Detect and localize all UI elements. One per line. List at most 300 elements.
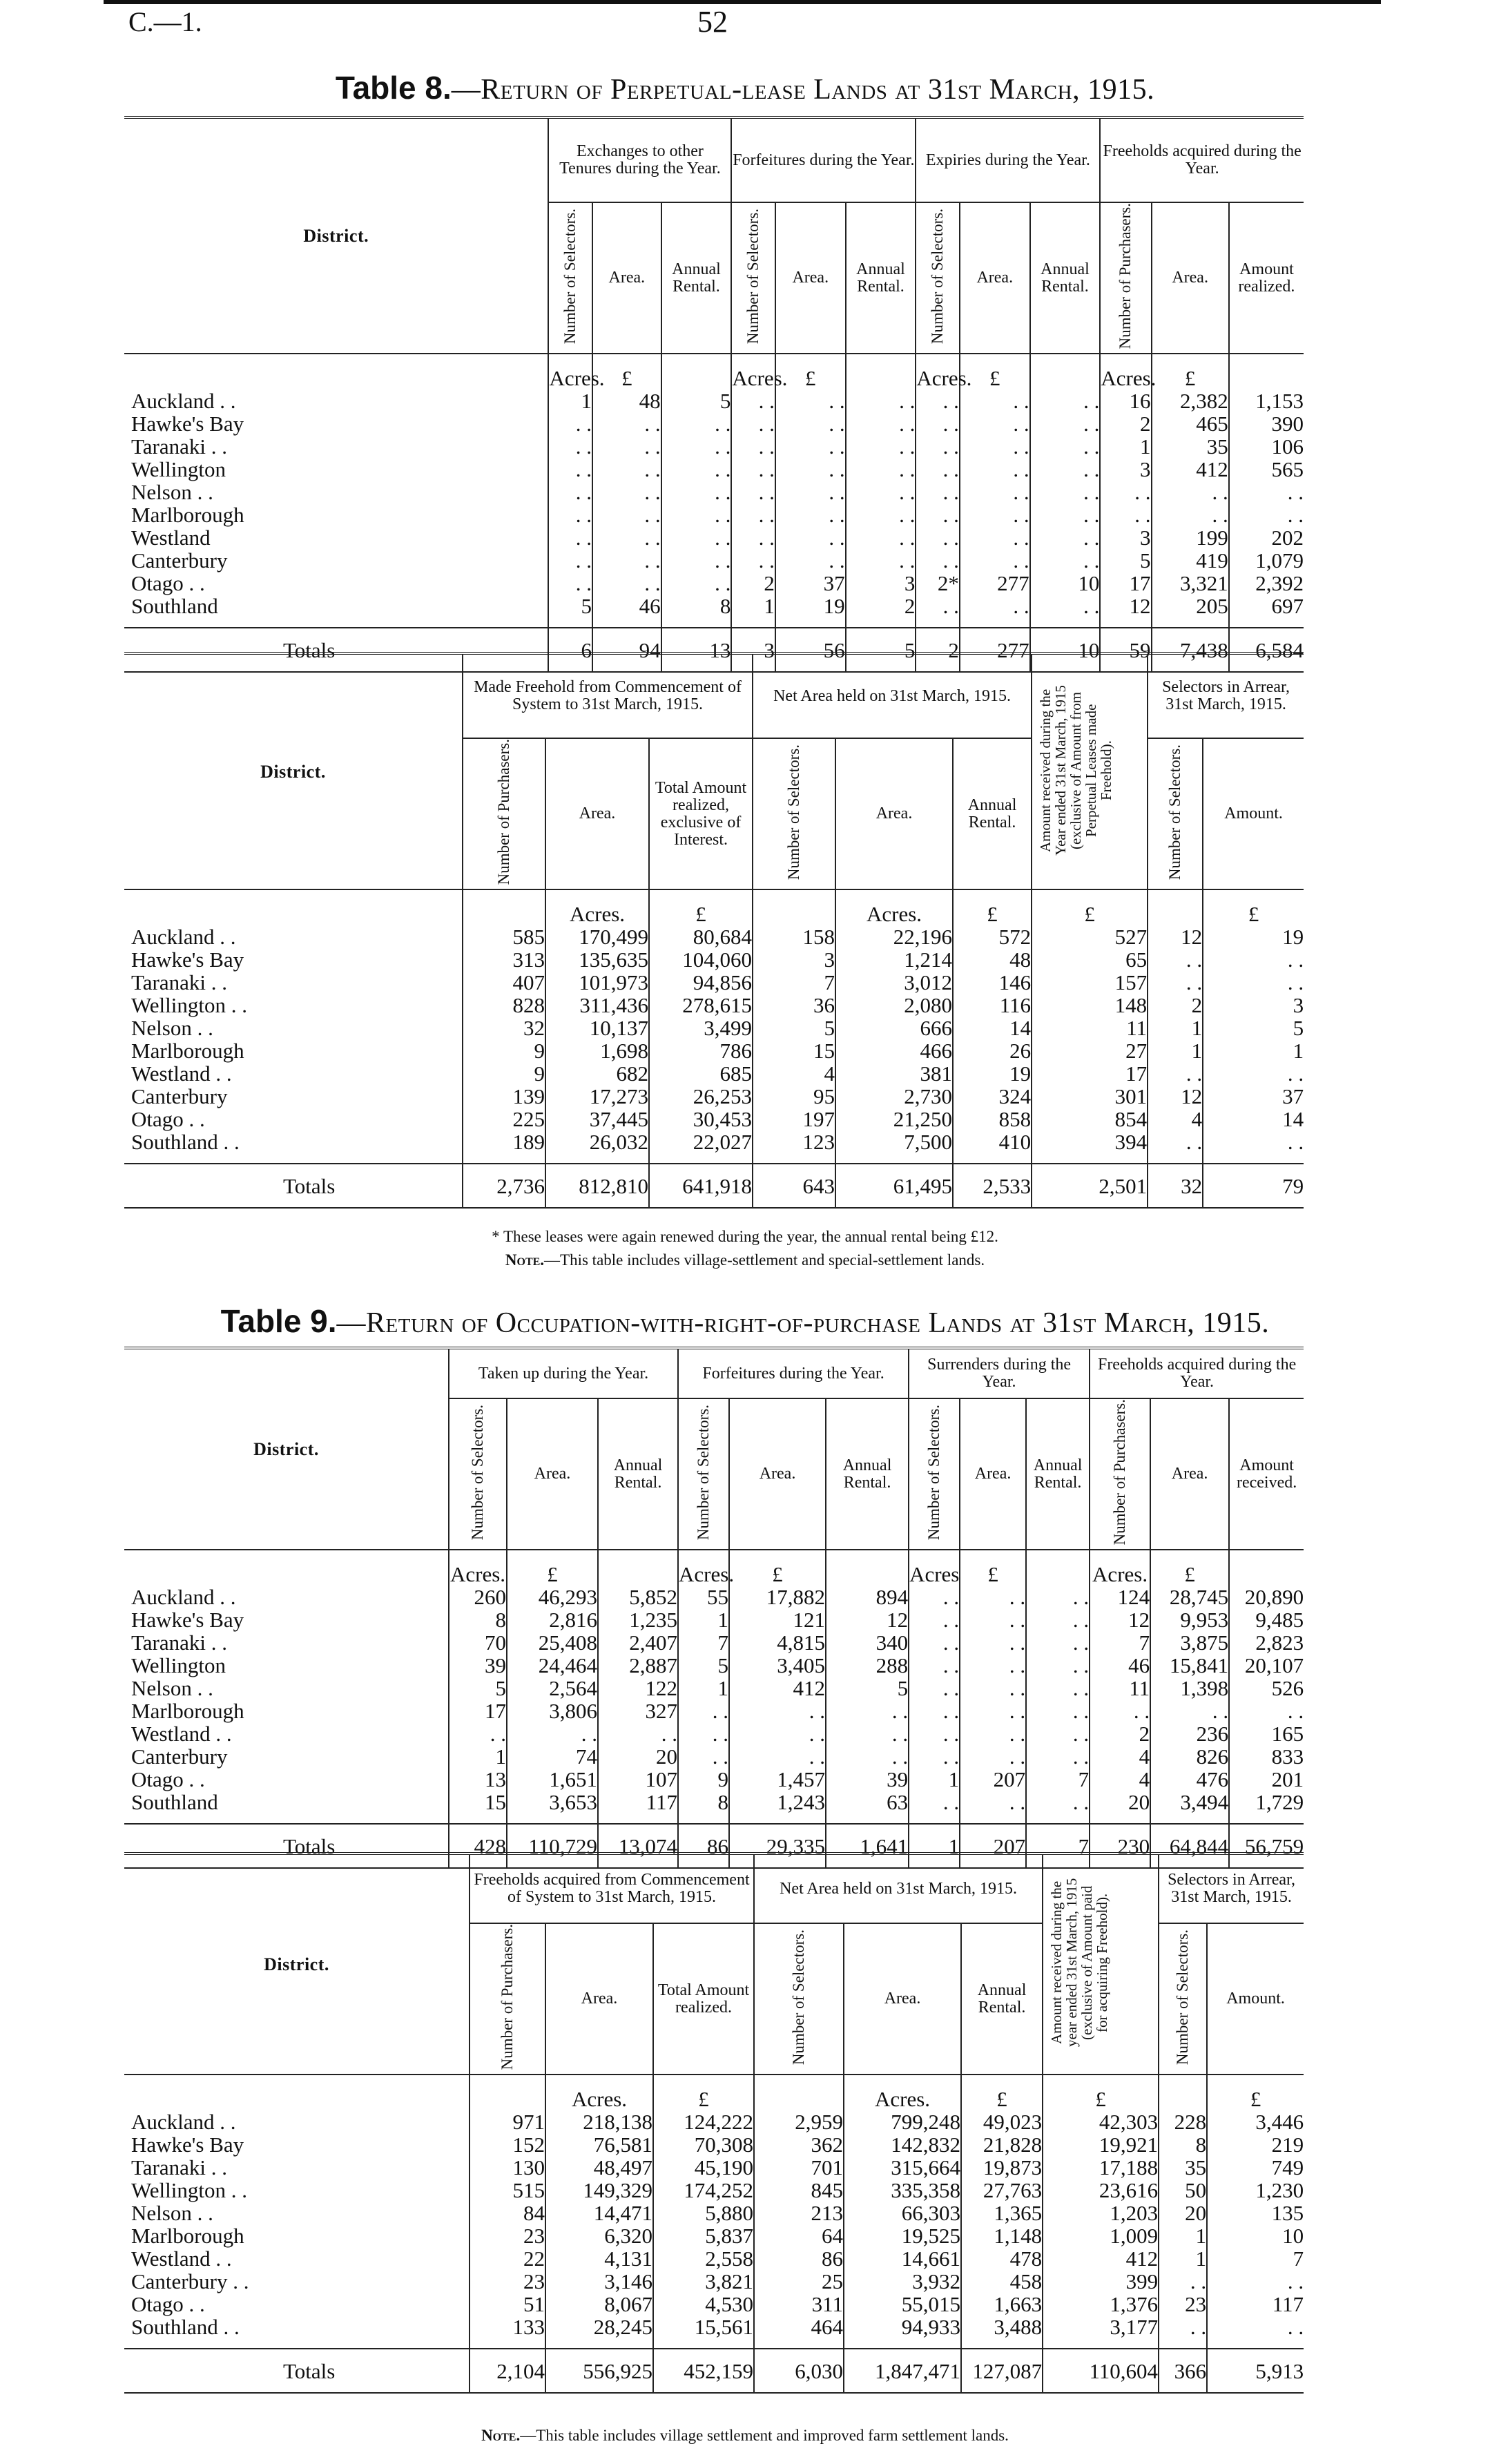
table-cell: 46 — [592, 595, 661, 617]
table-cell: 124,222 — [653, 2110, 754, 2133]
table-row — [124, 1039, 1304, 1062]
table-cell: 3,012 — [835, 971, 953, 994]
table-row — [124, 1631, 1304, 1654]
table-cell: 49,023 — [961, 2110, 1043, 2133]
table-cell: 152 — [470, 2133, 545, 2156]
table9-continued — [124, 1852, 1304, 2394]
table-cell: . . — [1100, 481, 1151, 503]
table-cell: 313 — [463, 948, 545, 971]
table-cell: 70,308 — [653, 2133, 754, 2156]
table-cell: 458 — [961, 2270, 1043, 2293]
table-cell: . . — [1030, 435, 1101, 458]
col-total-amount: Total Amount realized. — [653, 1923, 754, 2075]
district-name: Hawke's Bay — [131, 2133, 244, 2157]
table-cell: . . — [1159, 2270, 1207, 2293]
table8-body — [124, 354, 1304, 672]
table-cell: . . — [1026, 1586, 1090, 1608]
table-cell: . . — [909, 1654, 960, 1677]
table-cell: . . — [1229, 1700, 1304, 1722]
table-cell: . . — [916, 481, 960, 503]
table-cell: 6,320 — [545, 2224, 653, 2247]
table-cell: 142,832 — [844, 2133, 961, 2156]
table-row — [124, 1017, 1304, 1039]
table-row — [124, 412, 1304, 435]
table-cell: . . — [548, 458, 592, 481]
table-cell: 465 — [1152, 412, 1229, 435]
table-cell: 3 — [1100, 458, 1151, 481]
table-cell: 130 — [470, 2156, 545, 2179]
col-amount-received: Amount received. — [1229, 1398, 1304, 1550]
table-cell: 1 — [1100, 435, 1151, 458]
col-selectors: Number of Selectors. — [909, 1398, 960, 1550]
table-cell: 19 — [953, 1062, 1032, 1085]
table-cell: 15 — [449, 1791, 507, 1813]
table-cell: 17,882 — [729, 1586, 826, 1608]
table-cell: . . — [592, 503, 661, 526]
table-row — [124, 549, 1304, 572]
table-cell: . . — [731, 412, 775, 435]
unit-label: £ — [1207, 2075, 1304, 2110]
table-cell: 32 — [1148, 1164, 1203, 1208]
table-cell: 412 — [729, 1677, 826, 1700]
table-cell: 6,584 — [1229, 628, 1304, 672]
table-cell: 197 — [753, 1108, 835, 1130]
table-cell: 466 — [835, 1039, 953, 1062]
table-cell: 5 — [548, 595, 592, 617]
table-cell: 10 — [1030, 572, 1101, 595]
table-cell: 20,107 — [1229, 1654, 1304, 1677]
table-cell: . . — [846, 435, 916, 458]
table9b-body — [124, 2075, 1304, 2393]
table-cell: . . — [960, 549, 1030, 572]
district-name: Wellington . . — [131, 2178, 247, 2203]
table-cell: . . — [960, 1745, 1026, 1768]
table-cell: 1,230 — [1207, 2179, 1304, 2202]
table-cell: 1,203 — [1043, 2202, 1159, 2224]
table-cell: . . — [960, 458, 1030, 481]
table-row — [124, 1677, 1304, 1700]
table-cell: . . — [916, 503, 960, 526]
table-cell: . . — [1148, 948, 1203, 971]
table-cell: 135,635 — [545, 948, 649, 971]
table-cell: . . — [826, 1745, 909, 1768]
table-cell: 165 — [1229, 1722, 1304, 1745]
table-cell: . . — [1030, 595, 1101, 617]
table-cell: 23 — [1159, 2293, 1207, 2316]
table-cell: 452,159 — [653, 2349, 754, 2393]
table-cell: . . — [775, 526, 846, 549]
table-cell: 174,252 — [653, 2179, 754, 2202]
table9-title-rest: —Return of Occupation-with-right-of-purchase Lands at 31st March, 1915. — [336, 1307, 1270, 1339]
table-cell: 11 — [1090, 1677, 1150, 1700]
table-row — [124, 1085, 1304, 1108]
table-cell: 14,661 — [844, 2247, 961, 2270]
table-cell: 30,453 — [649, 1108, 753, 1130]
table-row — [124, 2156, 1304, 2179]
table-cell: . . — [548, 572, 592, 595]
table-cell: 412 — [1152, 458, 1229, 481]
district-name: Hawke's Bay — [131, 1608, 244, 1633]
table-cell: 218,138 — [545, 2110, 653, 2133]
table-cell: 46 — [1090, 1654, 1150, 1677]
table-cell: . . — [909, 1631, 960, 1654]
table-cell: 2,816 — [507, 1608, 598, 1631]
table-cell: 5,880 — [653, 2202, 754, 2224]
table-cell: 17 — [1032, 1062, 1148, 1085]
col-selectors: Number of Selectors. — [754, 1923, 844, 2075]
table-cell: 207 — [960, 1824, 1026, 1868]
unit-label: £ — [1152, 354, 1229, 389]
table-cell: . . — [1026, 1722, 1090, 1745]
table-cell: 86 — [678, 1824, 729, 1868]
table-cell: 42,303 — [1043, 2110, 1159, 2133]
table-cell: 277 — [960, 628, 1030, 672]
table-cell: 2,558 — [653, 2247, 754, 2270]
table-cell: 4,530 — [653, 2293, 754, 2316]
table-cell: 971 — [470, 2110, 545, 2133]
table-cell: 27 — [1032, 1039, 1148, 1062]
table8 — [124, 116, 1304, 673]
table-cell: 25 — [754, 2270, 844, 2293]
table-cell: . . — [1152, 503, 1229, 526]
table-cell: 14,471 — [545, 2202, 653, 2224]
table-cell: . . — [449, 1722, 507, 1745]
table-cell: . . — [775, 389, 846, 412]
table-cell: 13 — [449, 1768, 507, 1791]
unit-label: Acres. — [1100, 354, 1151, 389]
unit-label: Acres. — [1090, 1550, 1150, 1586]
table-cell: 1,243 — [729, 1791, 826, 1813]
table-cell: . . — [1148, 1130, 1203, 1153]
table-cell: 123 — [753, 1130, 835, 1153]
table-cell: . . — [1026, 1631, 1090, 1654]
table-cell: . . — [775, 412, 846, 435]
district-name: Auckland . . — [131, 2110, 236, 2135]
table-cell: 701 — [754, 2156, 844, 2179]
table-cell: 39 — [826, 1768, 909, 1791]
table-cell: 10 — [1207, 2224, 1304, 2247]
table-cell: 2* — [916, 572, 960, 595]
table-cell: 84 — [470, 2202, 545, 2224]
table-cell: . . — [916, 595, 960, 617]
table-cell: . . — [731, 389, 775, 412]
table-cell: 7 — [1207, 2247, 1304, 2270]
col-area: Area. — [844, 1923, 961, 2075]
group-freeholds-commencement: Freeholds acquired from Commencement of System to 31st March, 1915. — [470, 1854, 754, 1923]
district-name: Canterbury — [131, 1084, 228, 1109]
col-rental: Annual Rental. — [1026, 1398, 1090, 1550]
table-row — [124, 481, 1304, 503]
table-cell: 3,488 — [961, 2316, 1043, 2338]
unit-label: £ — [653, 2075, 754, 2110]
table-cell: 35 — [1152, 435, 1229, 458]
note-label: Note. — [505, 1251, 545, 1269]
table-cell: 39 — [449, 1654, 507, 1677]
top-rule — [104, 0, 1381, 4]
table-cell: . . — [1030, 481, 1101, 503]
district-name: Wellington — [131, 457, 226, 482]
unit-label: Acres. — [545, 889, 649, 925]
unit-label: £ — [1203, 889, 1304, 925]
table-row — [124, 572, 1304, 595]
table-cell: 526 — [1229, 1677, 1304, 1700]
table-cell: 94,856 — [649, 971, 753, 994]
group-net-area: Net Area held on 31st March, 1915. — [753, 653, 1032, 738]
table-cell: 22,027 — [649, 1130, 753, 1153]
col-area: Area. — [1150, 1398, 1229, 1550]
table-cell: 116 — [953, 994, 1032, 1017]
table-cell: 15,841 — [1150, 1654, 1229, 1677]
district-name: Nelson . . — [131, 1676, 213, 1701]
table-cell: . . — [960, 1654, 1026, 1677]
table-cell: . . — [909, 1586, 960, 1608]
table-cell: . . — [846, 503, 916, 526]
col-area: Area. — [1152, 202, 1229, 354]
table-cell: 22,196 — [835, 925, 953, 948]
table-cell: 48,497 — [545, 2156, 653, 2179]
table-cell: . . — [909, 1677, 960, 1700]
table-cell: 11 — [1032, 1017, 1148, 1039]
table-cell: 9 — [678, 1768, 729, 1791]
table-cell: 786 — [649, 1039, 753, 1062]
table-cell: 7,438 — [1152, 628, 1229, 672]
table-cell: 7 — [753, 971, 835, 994]
table-cell: 3 — [753, 948, 835, 971]
district-name: Totals — [124, 1164, 463, 1208]
table-cell: 697 — [1229, 595, 1304, 617]
table-cell: 1 — [1148, 1017, 1203, 1039]
table-cell: . . — [846, 412, 916, 435]
col-selectors: Number of Selectors. — [916, 202, 960, 354]
district-name: Nelson . . — [131, 2201, 213, 2226]
table-cell: 56,759 — [1229, 1824, 1304, 1868]
table-cell: 19,921 — [1043, 2133, 1159, 2156]
table-cell: 23,616 — [1043, 2179, 1159, 2202]
table-cell: 1 — [1148, 1039, 1203, 1062]
table-cell: . . — [548, 412, 592, 435]
table-cell: 3,494 — [1150, 1791, 1229, 1813]
table-cell: 812,810 — [545, 1164, 649, 1208]
table-cell: 17,273 — [545, 1085, 649, 1108]
table-cell: 19 — [775, 595, 846, 617]
table-cell: . . — [548, 481, 592, 503]
group-taken-up: Taken up during the Year. — [449, 1348, 678, 1398]
district-header: District. — [124, 117, 548, 354]
table-cell: 5 — [1203, 1017, 1304, 1039]
table-cell: 2,382 — [1152, 389, 1229, 412]
table-cell: . . — [960, 595, 1030, 617]
table-cell: 327 — [598, 1700, 678, 1722]
table-row — [124, 2316, 1304, 2338]
table-cell: 2,104 — [470, 2349, 545, 2393]
table-row — [124, 2110, 1304, 2133]
table-cell: 666 — [835, 1017, 953, 1039]
table-cell: . . — [1148, 1062, 1203, 1085]
table-cell: . . — [909, 1745, 960, 1768]
table-cell: 4 — [753, 1062, 835, 1085]
table-cell: 13,074 — [598, 1824, 678, 1868]
table-cell: 1,729 — [1229, 1791, 1304, 1813]
table-cell: . . — [661, 526, 732, 549]
table-cell: 278,615 — [649, 994, 753, 1017]
table9-title — [0, 1302, 1490, 1340]
unit-label: Acres. — [548, 354, 592, 389]
table-cell: 10,137 — [545, 1017, 649, 1039]
table-cell: 110,604 — [1043, 2349, 1159, 2393]
table-cell: . . — [960, 1700, 1026, 1722]
table-cell: 236 — [1150, 1722, 1229, 1745]
col-total-amount: Total Amount realized, exclusive of Interest. — [649, 738, 753, 889]
table8-title-rest: —Return of Perpetual-lease Lands at 31st March, 1915. — [451, 74, 1155, 106]
table-cell: 12 — [826, 1608, 909, 1631]
table-cell: 2 — [1148, 994, 1203, 1017]
unit-label: £ — [960, 1550, 1026, 1586]
table-row — [124, 2293, 1304, 2316]
table-cell: . . — [729, 1722, 826, 1745]
table-cell: 1,663 — [961, 2293, 1043, 2316]
table-cell: 12 — [1148, 1085, 1203, 1108]
table-cell: 399 — [1043, 2270, 1159, 2293]
district-name: Nelson . . — [131, 1016, 213, 1041]
table-cell: 35 — [1159, 2156, 1207, 2179]
unit-label: £ — [775, 354, 846, 389]
table-cell: 28,245 — [545, 2316, 653, 2338]
table-cell: 1,651 — [507, 1768, 598, 1791]
group-freeholds: Freeholds acquired during the Year. — [1100, 117, 1304, 202]
district-name: Hawke's Bay — [131, 947, 244, 972]
table-cell: 3,177 — [1043, 2316, 1159, 2338]
table-cell: . . — [960, 1791, 1026, 1813]
table-cell: . . — [916, 435, 960, 458]
totals-row — [124, 1164, 1304, 1208]
col-rental: Annual Rental. — [826, 1398, 909, 1550]
table-cell: 3 — [1100, 526, 1151, 549]
table-cell: . . — [916, 389, 960, 412]
table-cell: . . — [960, 1722, 1026, 1745]
table-cell: 845 — [754, 2179, 844, 2202]
table-row — [124, 2270, 1304, 2293]
table-row — [124, 994, 1304, 1017]
table-cell: 1 — [1159, 2224, 1207, 2247]
district-name: Southland . . — [131, 1130, 240, 1155]
table-cell: 2,823 — [1229, 1631, 1304, 1654]
table-cell: 3 — [731, 628, 775, 672]
table-cell: 3,653 — [507, 1791, 598, 1813]
table-cell: . . — [1026, 1700, 1090, 1722]
table-cell: 1,641 — [826, 1824, 909, 1868]
col-area: Area. — [507, 1398, 598, 1550]
table-cell: . . — [661, 503, 732, 526]
col-purchasers: Number of Purchasers. — [470, 1923, 545, 2075]
table-cell: 407 — [463, 971, 545, 994]
district-header: District. — [124, 653, 463, 889]
table-cell: . . — [775, 481, 846, 503]
table-cell: 13 — [661, 628, 732, 672]
district-name: Totals — [124, 1824, 449, 1868]
col-rental: Annual Rental. — [661, 202, 732, 354]
table-row — [124, 1722, 1304, 1745]
table-cell: 1 — [548, 389, 592, 412]
table-cell: 685 — [649, 1062, 753, 1085]
table-cell: 556,925 — [545, 2349, 653, 2393]
group-net-area: Net Area held on 31st March, 1915. — [754, 1854, 1043, 1923]
table-cell: . . — [826, 1700, 909, 1722]
unit-label: £ — [1032, 889, 1148, 925]
district-name: Canterbury — [131, 548, 228, 573]
table-cell: 585 — [463, 925, 545, 948]
table-cell: 5 — [678, 1654, 729, 1677]
col-amount-received-year: Amount received during the year ended 31st March, 1915 (exclusive of Amount paid for acquiring Freehold). — [1043, 1854, 1159, 2075]
table-cell: 854 — [1032, 1108, 1148, 1130]
table-cell: . . — [916, 412, 960, 435]
page-number: 52 — [697, 5, 728, 39]
table-cell: 1 — [909, 1768, 960, 1791]
district-name: Otago . . — [131, 1107, 205, 1132]
table-cell: 29,335 — [729, 1824, 826, 1868]
table-cell: 19 — [1203, 925, 1304, 948]
table-cell: 48 — [953, 948, 1032, 971]
table-cell: . . — [548, 526, 592, 549]
units-row — [124, 354, 1304, 389]
table-cell: . . — [1030, 549, 1101, 572]
table-cell: 199 — [1152, 526, 1229, 549]
table9-note — [0, 2427, 1490, 2445]
table-cell: 5,837 — [653, 2224, 754, 2247]
table-cell: 527 — [1032, 925, 1148, 948]
table-cell: 17 — [1100, 572, 1151, 595]
table-cell: . . — [731, 435, 775, 458]
totals-row — [124, 2349, 1304, 2393]
table-cell: . . — [507, 1722, 598, 1745]
district-name: Westland . . — [131, 1722, 232, 1746]
table-cell: 65 — [1032, 948, 1148, 971]
district-name: Auckland . . — [131, 925, 236, 950]
group-forfeitures: Forfeitures during the Year. — [731, 117, 916, 202]
table-cell: . . — [1090, 1700, 1150, 1722]
table-cell: . . — [1026, 1791, 1090, 1813]
table-row — [124, 435, 1304, 458]
unit-label: Acres. — [678, 1550, 729, 1586]
table-cell: 362 — [754, 2133, 844, 2156]
col-area: Area. — [775, 202, 846, 354]
note-text: —This table includes village-settlement and special-settlement lands. — [544, 1251, 985, 1269]
table-cell: 205 — [1152, 595, 1229, 617]
district-name: Otago . . — [131, 2292, 205, 2317]
table-row — [124, 2224, 1304, 2247]
table-cell: 1,079 — [1229, 549, 1304, 572]
table-cell: . . — [846, 549, 916, 572]
table-cell: 59 — [1100, 628, 1151, 672]
table-cell: 2,887 — [598, 1654, 678, 1677]
col-selectors: Number of Selectors. — [449, 1398, 507, 1550]
table-cell: 201 — [1229, 1768, 1304, 1791]
unit-label: Acres. — [731, 354, 775, 389]
col-rental: Annual Rental. — [961, 1923, 1043, 2075]
table-cell: 2,533 — [953, 1164, 1032, 1208]
district-name: Auckland . . — [131, 1585, 236, 1610]
table-cell: 2,080 — [835, 994, 953, 1017]
spacer-row — [124, 617, 1304, 628]
table-cell: . . — [1030, 458, 1101, 481]
table-cell: 301 — [1032, 1085, 1148, 1108]
table-cell: 515 — [470, 2179, 545, 2202]
table-cell: 17 — [449, 1700, 507, 1722]
table-cell: 3,875 — [1150, 1631, 1229, 1654]
table-cell: 3,932 — [844, 2270, 961, 2293]
note-label: Note. — [481, 2427, 521, 2444]
table-cell: 219 — [1207, 2133, 1304, 2156]
table-cell: . . — [960, 526, 1030, 549]
